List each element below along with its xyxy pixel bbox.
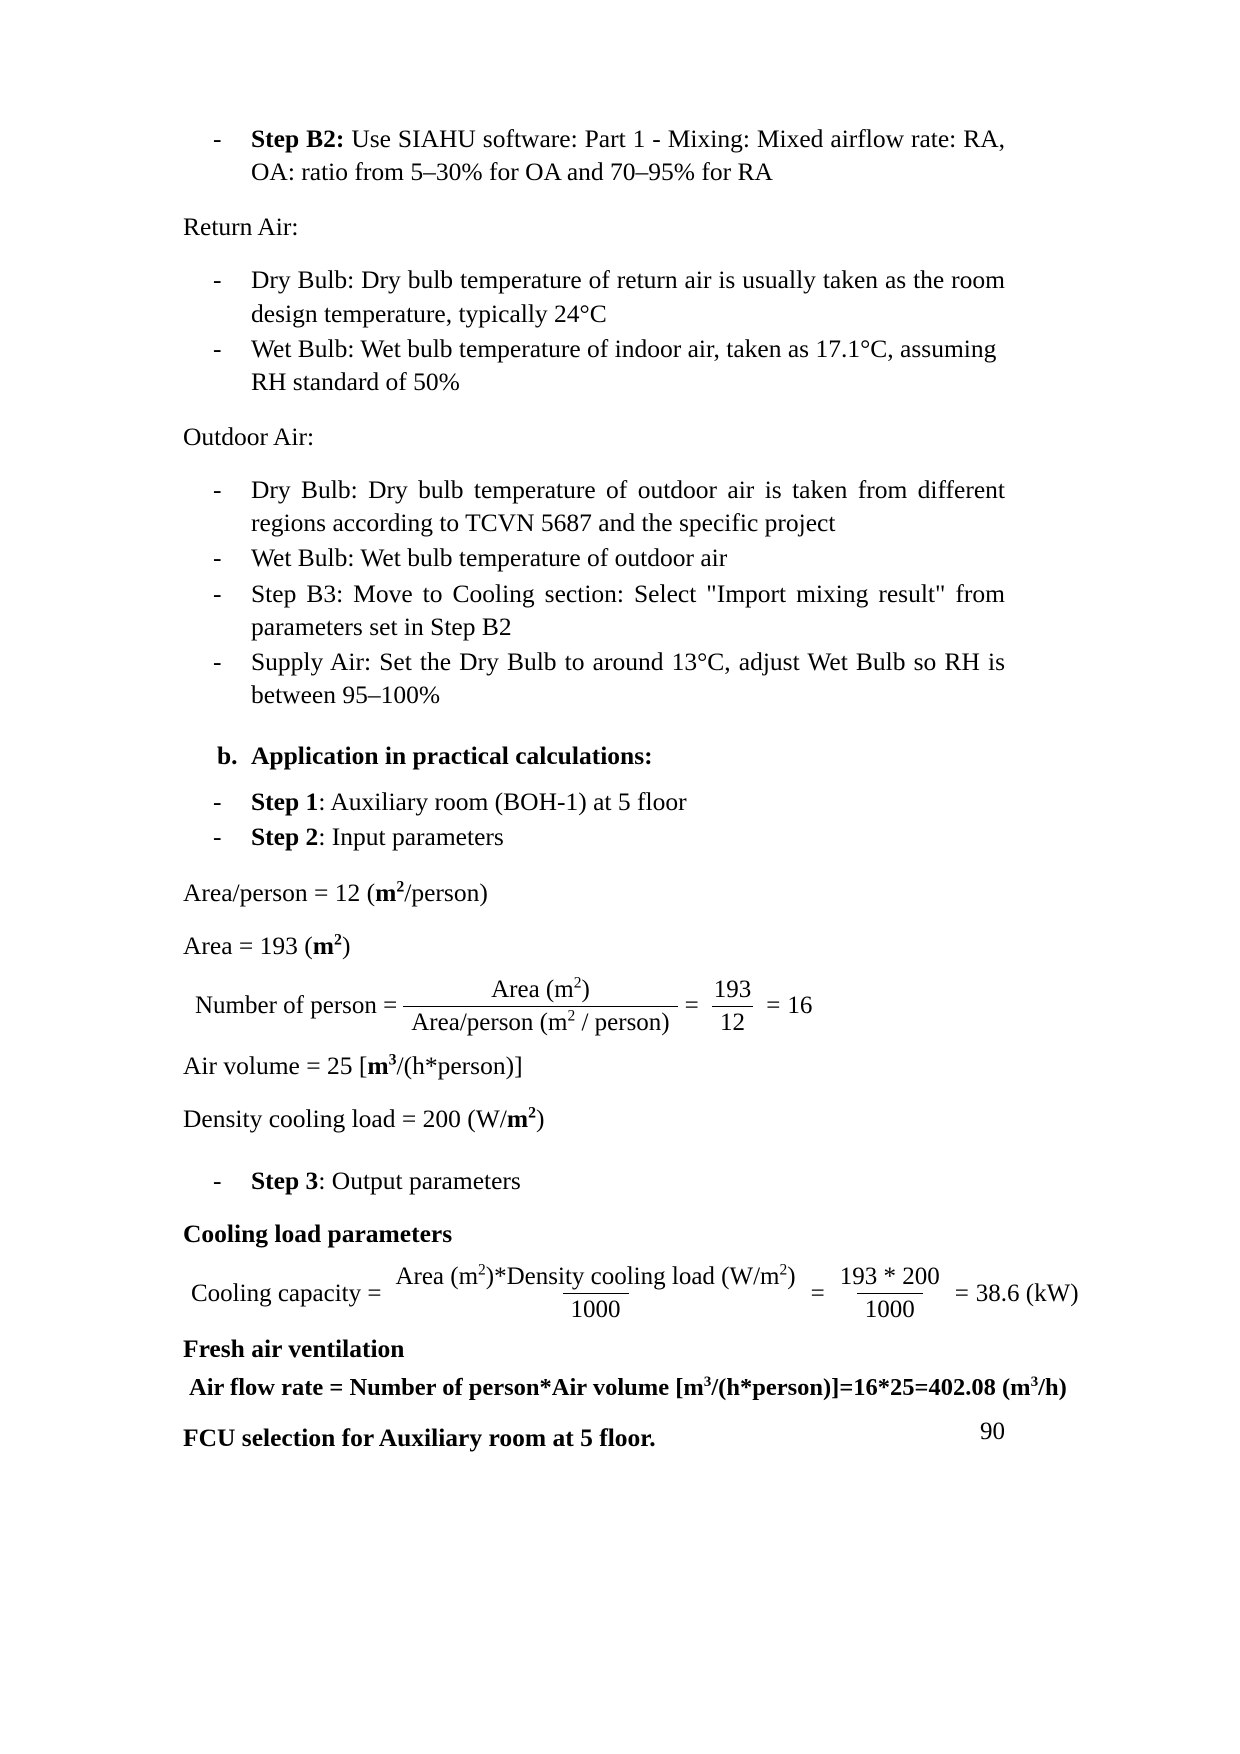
numerator-exponent: 2 bbox=[573, 974, 582, 992]
equals-sign: = bbox=[954, 1279, 969, 1307]
spacer bbox=[183, 856, 1005, 876]
fraction-denominator: 1000 bbox=[563, 1293, 629, 1324]
bullet-dash: - bbox=[213, 1166, 222, 1196]
step-3-label: Step 3 bbox=[251, 1166, 319, 1196]
spacer bbox=[183, 774, 1005, 785]
spacer bbox=[183, 400, 1005, 420]
section-b-list bbox=[183, 739, 1005, 772]
fraction-denominator: 12 bbox=[712, 1006, 753, 1037]
equation-number-of-person bbox=[183, 976, 1005, 1037]
area-per-person-line bbox=[183, 876, 1005, 909]
equation-result: 16 bbox=[787, 992, 813, 1020]
list-item bbox=[183, 263, 1005, 329]
area-prefix: Area = 193 ( bbox=[183, 930, 313, 960]
area-line bbox=[183, 929, 1005, 962]
list-item-text: Supply Air: Set the Dry Bulb to around 13°C, adjust Wet Bulb so RH is between 95–100% bbox=[251, 646, 1005, 709]
equation-cooling-capacity bbox=[183, 1261, 1079, 1324]
list-item bbox=[183, 785, 1005, 818]
air-flow-rate-line bbox=[183, 1373, 1067, 1402]
step-3-text: : Output parameters bbox=[318, 1166, 521, 1196]
unit-exponent: 2 bbox=[396, 878, 405, 896]
step-b2-text: Use SIAHU software: Part 1 - Mixing: Mixed airflow rate: RA, OA: ratio from 5–30% for OA and 70–95% for RA bbox=[251, 124, 1005, 187]
section-b-heading bbox=[183, 739, 1005, 772]
page-footer bbox=[183, 1418, 1005, 1446]
document-body bbox=[183, 122, 1079, 1463]
density-cooling-load-line bbox=[183, 1102, 1005, 1135]
denominator-exponent: 2 bbox=[567, 1007, 576, 1025]
fcu-selection-heading: FCU selection for Auxiliary room at 5 floor. bbox=[183, 1423, 656, 1453]
list-item bbox=[183, 541, 1005, 574]
spacer bbox=[183, 1091, 1005, 1102]
spacer bbox=[183, 190, 1005, 210]
section-b-title: Application in practical calculations: bbox=[251, 741, 653, 771]
spacer bbox=[183, 918, 1005, 929]
equals-sign: = bbox=[684, 992, 699, 1020]
numerator-part-1: Area (m bbox=[395, 1263, 479, 1291]
air-flow-exponent-2: 3 bbox=[1030, 1373, 1039, 1391]
list-item-text: Step B3: Move to Cooling section: Select "Import mixing result" from parameters set in Step B2 bbox=[251, 578, 1005, 641]
list-item-text: Wet Bulb: Wet bulb temperature of outdoor air bbox=[251, 543, 728, 573]
bullet-dash: - bbox=[213, 475, 222, 505]
numerator-exponent-1: 2 bbox=[478, 1261, 486, 1279]
fraction-numerator: 193 bbox=[713, 975, 752, 1003]
air-flow-exponent-1: 3 bbox=[703, 1373, 712, 1391]
numerator-exponent-2: 2 bbox=[779, 1261, 788, 1279]
list-item bbox=[183, 820, 1005, 853]
air-flow-part-2: /(h*person)]=16*25=402.08 (m bbox=[711, 1374, 1031, 1402]
outdoor-air-heading: Outdoor Air: bbox=[183, 421, 315, 451]
bullet-dash: - bbox=[213, 333, 222, 363]
fraction-numerator bbox=[387, 1263, 803, 1293]
fraction-193x200-over-1000 bbox=[832, 1263, 948, 1324]
list-item-text: Dry Bulb: Dry bulb temperature of outdoor air is taken from different regions according to TCVN 5687 and the specific project bbox=[251, 475, 1005, 538]
bullet-dash: - bbox=[213, 578, 222, 608]
air-flow-part-3: /h) bbox=[1038, 1374, 1067, 1402]
list-item bbox=[183, 332, 1005, 398]
list-item-text: Dry Bulb: Dry bulb temperature of return air is usually taken as the room design temperature, typically 24°C bbox=[251, 265, 1005, 328]
list-item bbox=[183, 1164, 1005, 1197]
equals-sign: = bbox=[810, 1279, 825, 1307]
unit-exponent: 3 bbox=[388, 1051, 397, 1069]
step-1-text: : Auxiliary room (BOH-1) at 5 floor bbox=[318, 787, 687, 817]
outdoor-air-list bbox=[183, 473, 1005, 711]
list-item bbox=[183, 122, 1005, 188]
step-b2-label: Step B2: bbox=[251, 124, 345, 153]
unit-m: m bbox=[375, 877, 397, 907]
numerator-part-2: )*Density cooling load (W/m bbox=[485, 1263, 780, 1291]
spacer bbox=[183, 252, 1005, 263]
section-marker: b. bbox=[217, 741, 238, 771]
page-number: 90 bbox=[980, 1418, 1005, 1445]
area-per-person-prefix: Area/person = 12 ( bbox=[183, 877, 376, 907]
equals-sign: = bbox=[766, 992, 781, 1020]
bullet-dash: - bbox=[213, 787, 222, 817]
air-volume-line bbox=[183, 1049, 1005, 1082]
step-2-text: : Input parameters bbox=[318, 822, 504, 852]
density-prefix: Density cooling load = 200 (W/ bbox=[183, 1103, 507, 1133]
step-b2-list bbox=[183, 122, 1005, 188]
list-item bbox=[183, 577, 1005, 643]
numerator-part-3: ) bbox=[787, 1263, 796, 1291]
numerator-prefix: Area (m bbox=[491, 975, 574, 1003]
density-suffix: ) bbox=[536, 1103, 545, 1133]
list-item bbox=[183, 645, 1005, 711]
air-volume-suffix: /(h*person)] bbox=[396, 1050, 523, 1080]
fraction-numerator: 193 * 200 bbox=[839, 1263, 940, 1291]
unit-exponent: 2 bbox=[334, 931, 342, 949]
unit-m: m bbox=[506, 1103, 529, 1133]
air-volume-prefix: Air volume = 25 [ bbox=[183, 1050, 368, 1080]
denominator-suffix: / person) bbox=[575, 1008, 670, 1036]
unit-m: m bbox=[312, 930, 335, 960]
step-2-label: Step 2 bbox=[251, 822, 319, 852]
spacer bbox=[183, 1199, 1005, 1219]
equation-result: 38.6 (kW) bbox=[975, 1279, 1079, 1307]
bullet-dash: - bbox=[213, 822, 222, 852]
step-3-list bbox=[183, 1164, 1005, 1197]
fraction-cooling-capacity bbox=[387, 1263, 803, 1324]
bullet-dash: - bbox=[213, 646, 222, 676]
numerator-suffix: ) bbox=[581, 975, 590, 1003]
denominator-prefix: Area/person (m bbox=[411, 1008, 568, 1036]
bullet-dash: - bbox=[213, 265, 222, 295]
unit-m: m bbox=[367, 1050, 389, 1080]
equation-lead: Cooling capacity = bbox=[191, 1279, 382, 1307]
equation-lead: Number of person = bbox=[195, 992, 398, 1020]
fraction-denominator bbox=[403, 1006, 677, 1037]
area-per-person-suffix: /person) bbox=[404, 877, 488, 907]
steps-list bbox=[183, 785, 1005, 853]
fraction-area-over-area-per-person bbox=[403, 976, 677, 1037]
fraction-numerator bbox=[483, 976, 598, 1006]
spacer bbox=[183, 462, 1005, 473]
return-air-heading: Return Air: bbox=[183, 212, 299, 242]
bullet-dash: - bbox=[213, 124, 222, 153]
cooling-load-parameters-heading: Cooling load parameters bbox=[183, 1219, 453, 1249]
fraction-denominator: 1000 bbox=[857, 1293, 923, 1324]
spacer bbox=[183, 1144, 1005, 1164]
area-suffix: ) bbox=[341, 930, 351, 960]
return-air-list bbox=[183, 263, 1005, 398]
spacer bbox=[183, 713, 1005, 739]
unit-exponent: 2 bbox=[528, 1104, 537, 1122]
fraction-193-over-12 bbox=[706, 976, 760, 1037]
bullet-dash: - bbox=[213, 543, 222, 573]
step-1-label: Step 1 bbox=[251, 787, 319, 817]
fresh-air-ventilation-heading: Fresh air ventilation bbox=[183, 1334, 405, 1364]
air-flow-part-1: Air flow rate = Number of person*Air volume [m bbox=[189, 1374, 704, 1402]
list-item bbox=[183, 473, 1005, 539]
list-item-text: Wet Bulb: Wet bulb temperature of indoor air, taken as 17.1°C, assuming RH standard of 50% bbox=[251, 333, 997, 396]
